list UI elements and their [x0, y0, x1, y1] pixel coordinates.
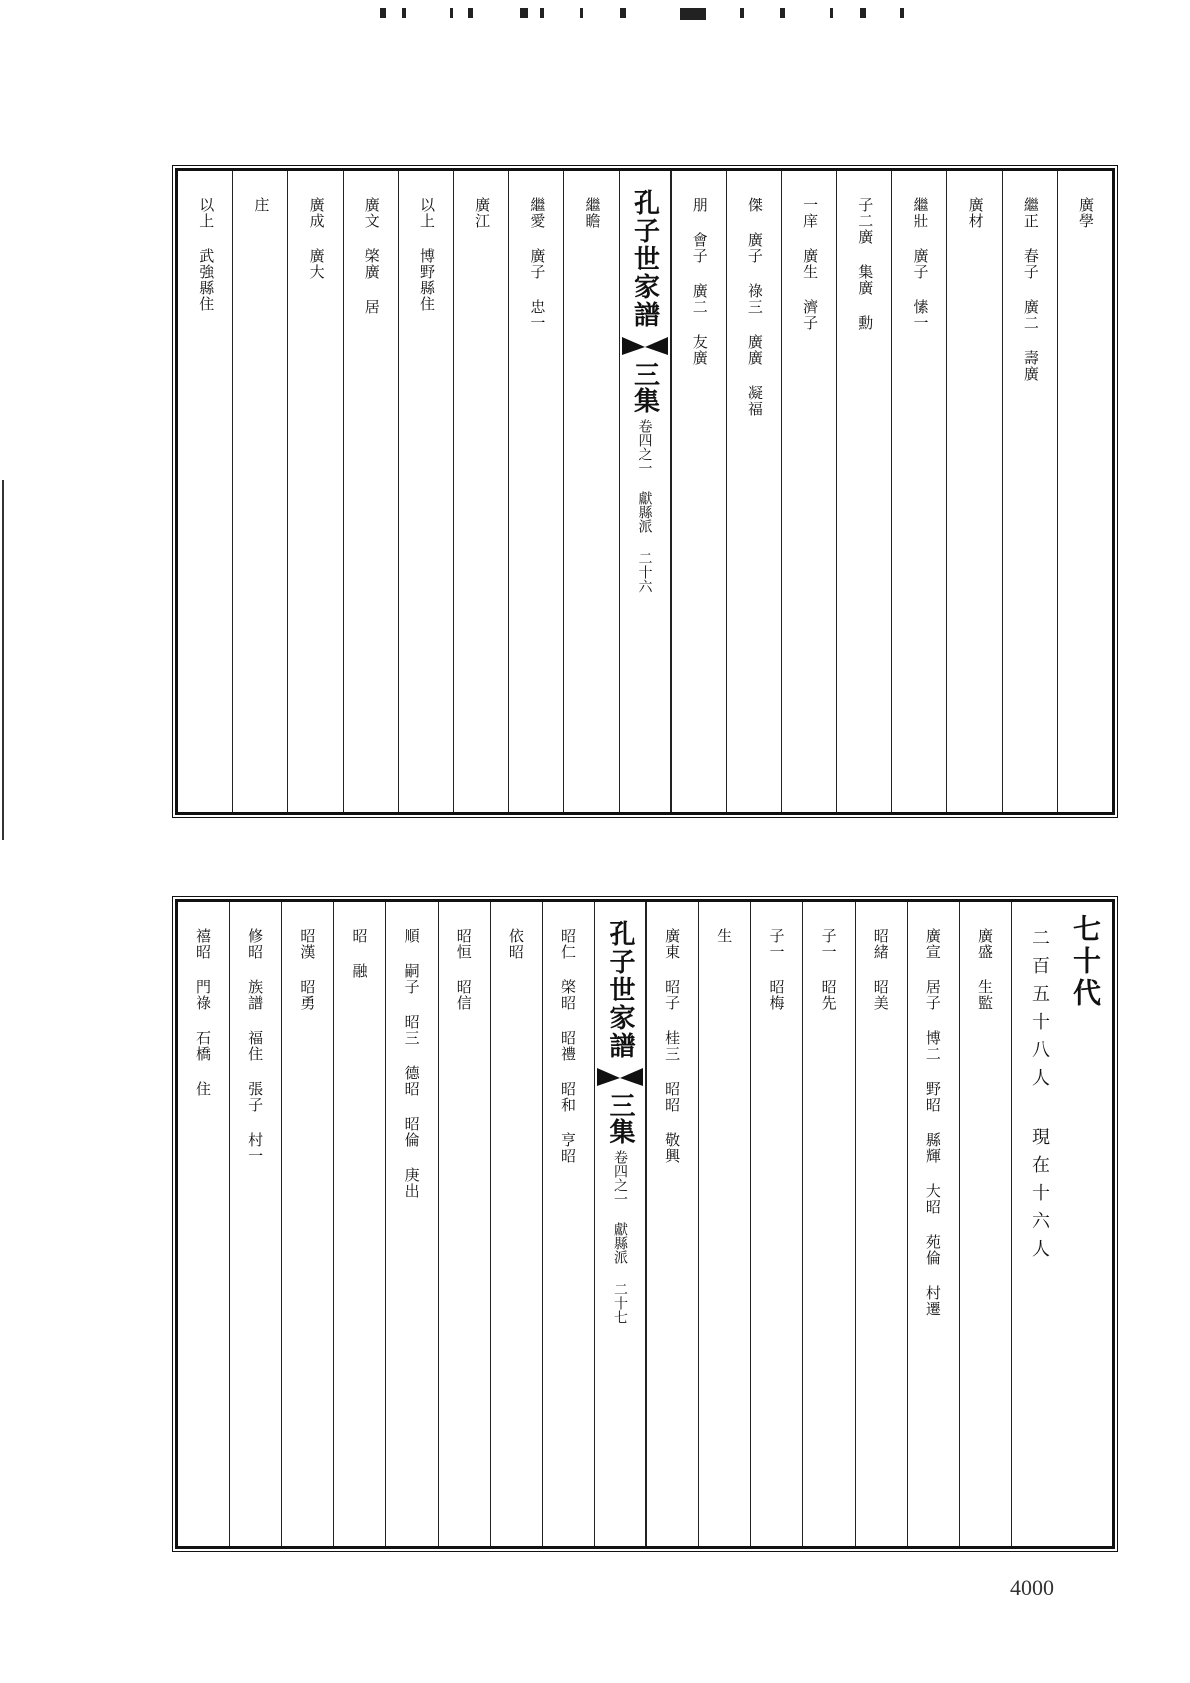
section-label: 卷四之一 獻縣派 [612, 1150, 629, 1264]
genealogy-column: 昭 融 [333, 902, 385, 1546]
page-label: 二十六 [636, 551, 653, 593]
genealogy-page-bottom [175, 899, 1115, 1549]
genealogy-column: 傑 廣子 祿三 廣廣 凝福 [726, 171, 781, 812]
generation-header [1011, 902, 1112, 1546]
genealogy-column: 廣盛 生監 [959, 902, 1011, 1546]
genealogy-column: 廣成 廣大 [287, 171, 342, 812]
genealogy-column: 昭恒 昭信 [438, 902, 490, 1546]
genealogy-column: 繼正 春子 廣二 壽廣 [1002, 171, 1057, 812]
genealogy-column: 繼愛 廣子 忠一 [508, 171, 563, 812]
genealogy-column: 昭漢 昭勇 [281, 902, 333, 1546]
page-spine [619, 171, 671, 812]
scan-edge-line [2, 480, 4, 840]
folio-number: 4000 [1010, 1575, 1054, 1600]
book-title: 孔子世家譜 [629, 189, 660, 329]
genealogy-column: 以上 武強縣住 [197, 197, 216, 312]
genealogy-column: 修昭 族譜 福住 張子 村一 [229, 902, 281, 1546]
fish-tail-icon [620, 335, 670, 357]
genealogy-column: 以上 博野縣住 [398, 171, 453, 812]
genealogy-column: 子一 昭先 [802, 902, 854, 1546]
genealogy-page-top [175, 168, 1115, 815]
section-label: 卷四之一 獻縣派 [636, 419, 653, 533]
genealogy-column: 生 [698, 902, 750, 1546]
genealogy-column: 廣宣 居子 博二 野昭 縣輝 大昭 苑倫 村遷 [907, 902, 959, 1546]
genealogy-column: 朋 會子 廣二 友廣 [671, 171, 726, 812]
genealogy-column: 子一 昭梅 [750, 902, 802, 1546]
generation-count: 二百五十八人 現在十六人 [1029, 928, 1050, 1267]
genealogy-column: 順 嗣子 昭三 德昭 昭倫 庚出 [385, 902, 437, 1546]
genealogy-column: 庄 [232, 171, 287, 812]
genealogy-column: 子二廣 集廣 勳 [836, 171, 891, 812]
genealogy-column: 禧昭 門祿 石橋 住 [194, 928, 213, 1097]
genealogy-column: 一庠 廣生 濟子 [781, 171, 836, 812]
genealogy-column: 廣江 [453, 171, 508, 812]
volume-label: 三集 [629, 361, 660, 413]
genealogy-column: 繼壯 廣子 愫一 [891, 171, 946, 812]
genealogy-column: 昭緒 昭美 [855, 902, 907, 1546]
genealogy-column: 繼瞻 [563, 171, 618, 812]
book-title: 孔子世家譜 [605, 920, 636, 1060]
fish-tail-icon [595, 1066, 645, 1088]
volume-label: 三集 [605, 1092, 636, 1144]
page-label: 二十七 [612, 1282, 629, 1324]
page-spine [594, 902, 646, 1546]
generation-heading: 七十代 [1069, 914, 1102, 1010]
genealogy-column: 昭仁 棨昭 昭禮 昭和 亨昭 [542, 902, 594, 1546]
genealogy-column: 廣學 [1057, 171, 1112, 812]
genealogy-column: 依昭 [490, 902, 542, 1546]
genealogy-column: 廣材 [946, 171, 1001, 812]
genealogy-column: 廣東 昭子 桂三 昭昭 敬興 [646, 902, 698, 1546]
genealogy-column: 廣文 棨廣 居 [343, 171, 398, 812]
scan-artifact-marks [380, 8, 940, 22]
